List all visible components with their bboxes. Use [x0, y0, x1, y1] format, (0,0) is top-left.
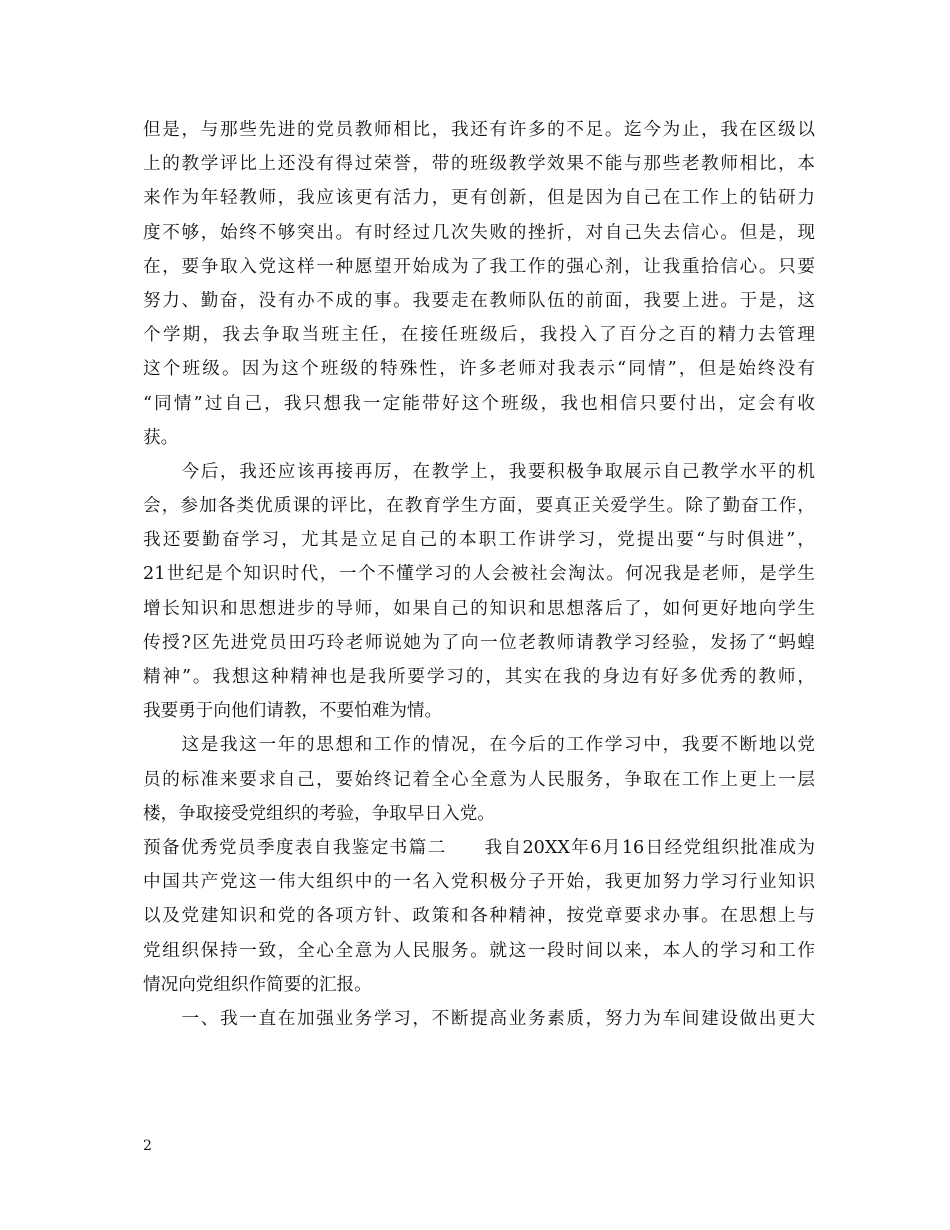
text-line: 这是我这一年的思想和工作的情况，在今后的工作学习中，我要不断地以党	[143, 735, 815, 756]
text-line: 员的标准来要求自己，要始终记着全心全意为人民服务，争取在工作上更上一层	[143, 769, 815, 790]
text-line: 精神”。我想这种精神也是我所要学习的，其实在我的身边有好多优秀的教师，	[143, 667, 815, 687]
text-line: 传授?区先进党员田巧玲老师说她为了向一位老教师请教学习经验，发扬了“蚂蝗	[143, 632, 815, 653]
text-line: 来作为年轻教师，我应该更有活力，更有创新，但是因为自己在工作上的钻研力	[143, 188, 815, 209]
text-line: 获。	[143, 427, 179, 448]
text-line: 但是，与那些先进的党员教师相比，我还有许多的不足。迄今为止，我在区级以	[143, 120, 815, 140]
text-line: 楼，争取接受党组织的考验，争取早日入党。	[143, 803, 495, 824]
text-line: 增长知识和思想进步的导师，如果自己的知识和思想落后了，如何更好地向学生	[143, 598, 815, 619]
text-line: 以及党建知识和党的各项方针、政策和各种精神，按党章要求办事。在思想上与	[143, 906, 815, 927]
text-line: 会，参加各类优质课的评比，在教育学生方面，要真正关爱学生。除了勤奋工作，	[143, 496, 815, 517]
text-line: 个学期，我去争取当班主任，在接任班级后，我投入了百分之百的精力去管理	[143, 325, 815, 346]
body-text	[143, 113, 815, 1036]
text-line: 上的教学评比上还没有得过荣誉，带的班级教学效果不能与那些老教师相比，本	[143, 154, 815, 175]
page-number: 2	[143, 1138, 152, 1154]
text-line: 我还要勤奋学习，尤其是立足自己的本职工作讲学习，党提出要“与时俱进”，	[143, 530, 815, 551]
text-line: 努力、勤奋，没有办不成的事。我要走在教师队伍的前面，我要上进。于是，这	[143, 290, 815, 311]
text-line: 这个班级。因为这个班级的特殊性，许多老师对我表示“同情”，但是始终没有	[143, 359, 815, 380]
text-line: 度不够，始终不够突出。有时经过几次失败的挫折，对自己失去信心。但是，现	[143, 222, 815, 243]
text-line: 21世纪是个知识时代，一个不懂学习的人会被社会淘汰。何况我是老师，是学生	[143, 564, 815, 585]
text-line: 党组织保持一致，全心全意为人民服务。就这一段时间以来，本人的学习和工作	[143, 940, 815, 961]
text-line: 今后，我还应该再接再厉，在教学上，我要积极争取展示自己教学水平的机	[143, 461, 815, 482]
text-line: 预备优秀党员季度表自我鉴定书篇二 我自20XX年6月16日经党组织批准成为	[143, 837, 815, 858]
text-line: 中国共产党这一伟大组织中的一名入党积极分子开始，我更加努力学习行业知识	[143, 872, 815, 893]
text-line: 在，要争取入党这样一种愿望开始成为了我工作的强心剂，让我重拾信心。只要	[143, 256, 815, 277]
text-line: 情况向党组织作简要的汇报。	[143, 974, 372, 995]
text-line: 我要勇于向他们请教，不要怕难为情。	[143, 701, 443, 722]
text-line: 一、我一直在加强业务学习，不断提高业务素质，努力为车间建设做出更大	[143, 1008, 815, 1029]
text-line: “同情”过自己，我只想我一定能带好这个班级，我也相信只要付出，定会有收	[143, 393, 815, 414]
